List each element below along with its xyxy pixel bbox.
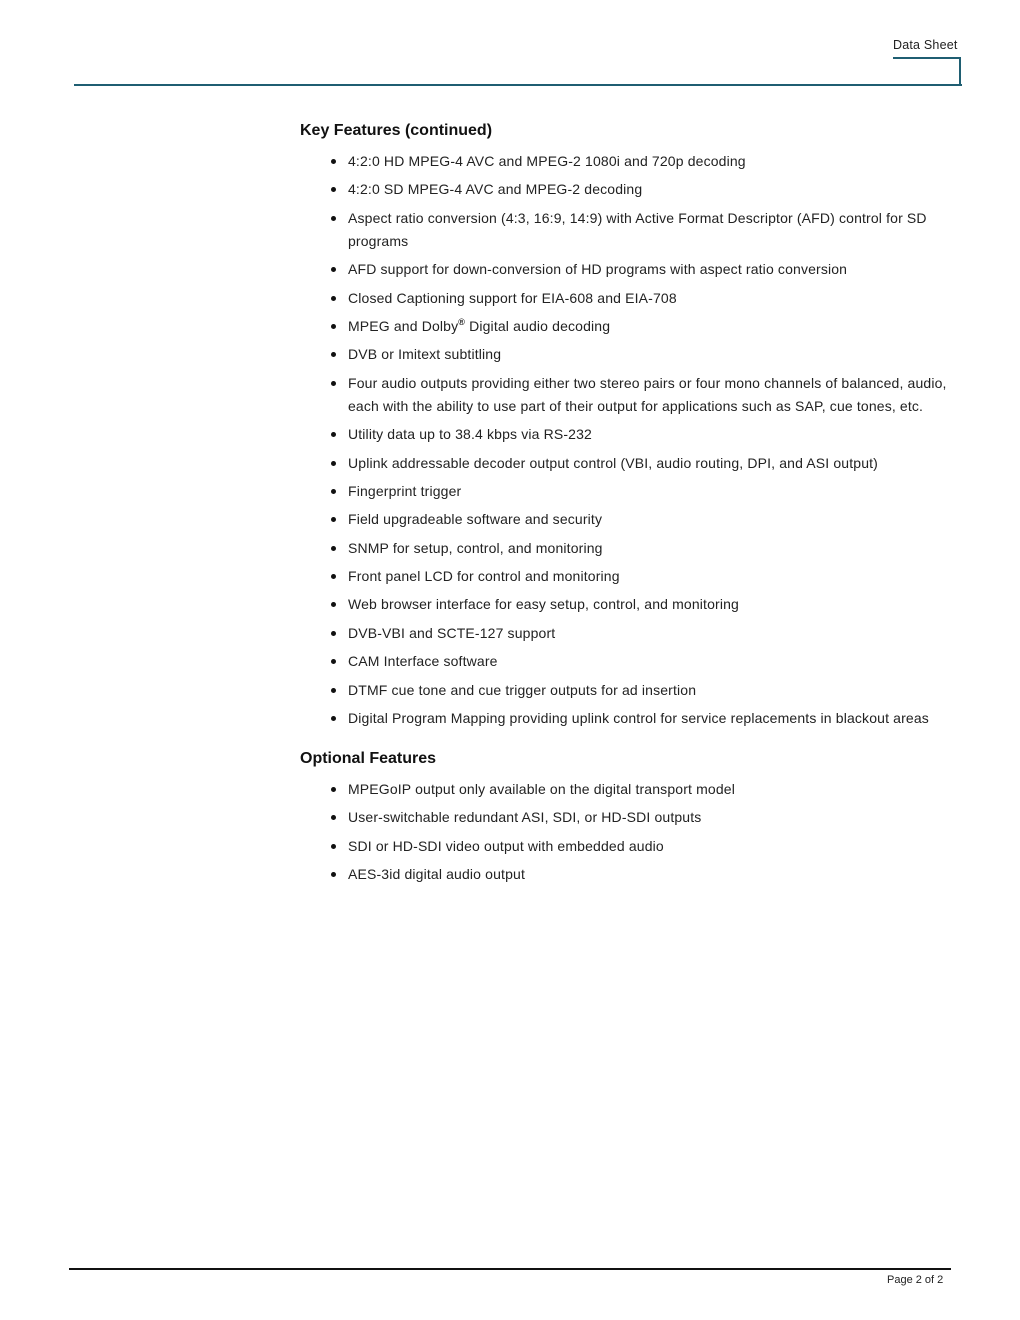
list-item-text: Digital audio decoding — [465, 317, 611, 334]
page-number: Page 2 of 2 — [887, 1274, 944, 1286]
list-item-text: Digital Program Mapping providing uplink control for service replacements in blackout areas — [348, 710, 929, 727]
bullet-icon — [331, 602, 336, 607]
bullet-icon — [331, 517, 336, 522]
optional-features-heading: Optional Features — [300, 750, 437, 768]
list-item-text: User-switchable redundant ASI, SDI, or HD-SDI outputs — [348, 809, 702, 826]
bullet-icon — [331, 872, 336, 877]
list-item-text: Utility data up to 38.4 kbps via RS-232 — [348, 426, 592, 443]
list-item — [300, 565, 970, 588]
bullet-icon — [331, 489, 336, 494]
list-item — [300, 863, 970, 886]
list-item — [300, 343, 970, 366]
bullet-icon — [331, 546, 336, 551]
registered-mark: ® — [458, 316, 466, 327]
list-item-text: MPEGoIP output only available on the digital transport model — [348, 781, 735, 798]
list-item-text: Four audio outputs providing either two stereo pairs or four mono channels of balanced, audio, each with the ability to use part of their output for applications such as SAP, cue tones, etc. — [348, 374, 947, 414]
bullet-icon — [331, 844, 336, 849]
bullet-icon — [331, 352, 336, 357]
main-content — [300, 122, 970, 892]
bullet-icon — [331, 432, 336, 437]
bullet-icon — [331, 574, 336, 579]
bullet-icon — [331, 631, 336, 636]
list-item-text: AFD support for down-conversion of HD programs with aspect ratio conversion — [348, 261, 848, 278]
list-item-text: Field upgradeable software and security — [348, 511, 603, 528]
list-item — [300, 593, 970, 616]
list-item — [300, 423, 970, 446]
list-item — [300, 707, 970, 730]
bullet-icon — [331, 815, 336, 820]
header-bracket-decoration — [893, 57, 961, 86]
list-item — [300, 508, 970, 531]
list-item — [300, 207, 970, 253]
list-item — [300, 806, 970, 829]
header-rule — [74, 84, 962, 86]
bullet-icon — [331, 267, 336, 272]
list-item-text: Fingerprint trigger — [348, 482, 462, 499]
list-item — [300, 537, 970, 560]
optional-features-list — [300, 778, 970, 886]
list-item-text: 4:2:0 HD MPEG-4 AVC and MPEG-2 1080i and 720p decoding — [348, 153, 746, 169]
bullet-icon — [331, 787, 336, 792]
list-item-text: SNMP for setup, control, and monitoring — [348, 539, 603, 556]
list-item-text: Front panel LCD for control and monitoring — [348, 568, 620, 585]
key-features-heading: Key Features (continued) — [300, 122, 493, 139]
bullet-icon — [331, 688, 336, 693]
list-item-text: SDI or HD-SDI video output with embedded audio — [348, 837, 664, 854]
bullet-icon — [331, 296, 336, 301]
list-item-text: Web browser interface for easy setup, control, and monitoring — [348, 596, 739, 613]
list-item-text: Uplink addressable decoder output control (VBI, audio routing, DPI, and ASI output) — [348, 454, 878, 471]
list-item — [300, 150, 970, 173]
list-item — [300, 372, 970, 418]
bullet-icon — [331, 381, 336, 386]
list-item — [300, 650, 970, 673]
list-item-text: DTMF cue tone and cue trigger outputs for ad insertion — [348, 681, 697, 698]
list-item — [300, 315, 970, 338]
list-item-text: 4:2:0 SD MPEG-4 AVC and MPEG-2 decoding — [348, 181, 643, 198]
bullet-icon — [331, 187, 336, 192]
list-item-text: AES-3id digital audio output — [348, 866, 525, 883]
bullet-icon — [331, 461, 336, 466]
footer-rule — [69, 1268, 951, 1270]
list-item-text: Aspect ratio conversion (4:3, 16:9, 14:9) with Active Format Descriptor (AFD) control for SD programs — [348, 209, 927, 249]
key-features-list — [300, 150, 970, 730]
list-item-text: CAM Interface software — [348, 653, 498, 670]
bullet-icon — [331, 716, 336, 721]
list-item — [300, 452, 970, 475]
list-item-text: DVB-VBI and SCTE-127 support — [348, 624, 556, 641]
list-item — [300, 679, 970, 702]
document-type-label: Data Sheet — [893, 38, 958, 52]
bullet-icon — [331, 159, 336, 164]
list-item — [300, 287, 970, 310]
list-item-text: DVB or Imitext subtitling — [348, 346, 502, 363]
list-item — [300, 480, 970, 503]
bullet-icon — [331, 324, 336, 329]
list-item-text: Closed Captioning support for EIA-608 and EIA-708 — [348, 289, 677, 306]
list-item — [300, 835, 970, 858]
list-item — [300, 258, 970, 281]
bullet-icon — [331, 216, 336, 221]
list-item — [300, 778, 970, 801]
list-item — [300, 178, 970, 201]
bullet-icon — [331, 659, 336, 664]
list-item — [300, 622, 970, 645]
list-item-text: MPEG and Dolby — [348, 317, 459, 334]
